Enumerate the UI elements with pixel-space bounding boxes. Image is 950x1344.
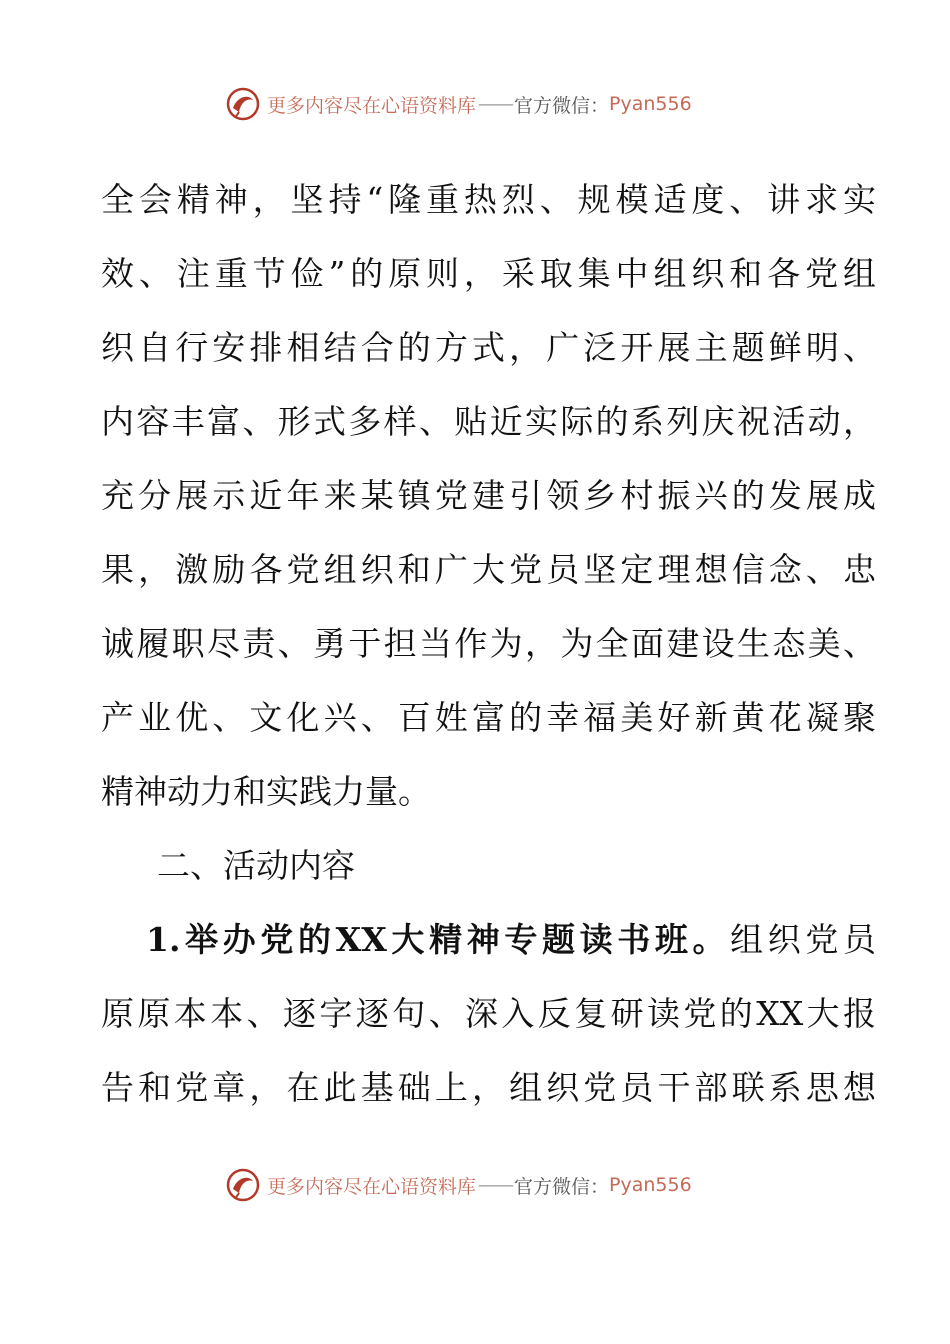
paragraph-line: 产业优、文化兴、百姓富的幸福美好新黄花凝聚 — [101, 698, 876, 737]
paragraph-line: 精神动力和实践力量。 — [101, 772, 431, 811]
watermark-text: 更多内容尽在心语资料库 — [267, 94, 477, 117]
watermark-official: 官方微信： — [514, 94, 610, 117]
watermark-footer — [225, 1165, 692, 1205]
watermark-official: 官方微信： — [514, 1175, 610, 1198]
paragraph-line: 告和党章，在此基础上，组织党员干部联系思想 — [101, 1068, 876, 1107]
list-item-title: 1.举办党的XX大精神专题读书班。 — [146, 920, 731, 959]
document-body — [101, 163, 876, 1125]
paragraph-line: 诚履职尽责、勇于担当作为，为全面建设生态美、 — [101, 624, 876, 663]
watermark-dash: —— — [478, 1174, 513, 1196]
watermark-id: Pyan556 — [609, 93, 692, 115]
watermark-dash: —— — [478, 93, 513, 115]
watermark-logo-icon — [225, 86, 261, 122]
watermark-header — [225, 84, 692, 124]
watermark-id: Pyan556 — [609, 1174, 692, 1196]
paragraph-line: 原原本本、逐字逐句、深入反复研读党的XX大报 — [101, 994, 876, 1033]
paragraph-line: 效、注重节俭”的原则，采取集中组织和各党组 — [101, 254, 876, 293]
watermark-text: 更多内容尽在心语资料库 — [267, 1175, 477, 1198]
list-item-first-line — [101, 903, 876, 977]
paragraph-line: 果，激励各党组织和广大党员坚定理想信念、忠 — [101, 550, 876, 589]
paragraph-line: 内容丰富、形式多样、贴近实际的系列庆祝活动， — [101, 402, 876, 441]
watermark-logo-icon — [225, 1167, 261, 1203]
paragraph-line: 充分展示近年来某镇党建引领乡村振兴的发展成 — [101, 476, 876, 515]
paragraph-line: 全会精神，坚持“隆重热烈、规模适度、讲求实 — [101, 180, 876, 219]
section-heading: 二、活动内容 — [157, 846, 355, 885]
list-item-text: 组织党员 — [730, 920, 876, 959]
paragraph-line: 织自行安排相结合的方式，广泛开展主题鲜明、 — [101, 328, 876, 367]
